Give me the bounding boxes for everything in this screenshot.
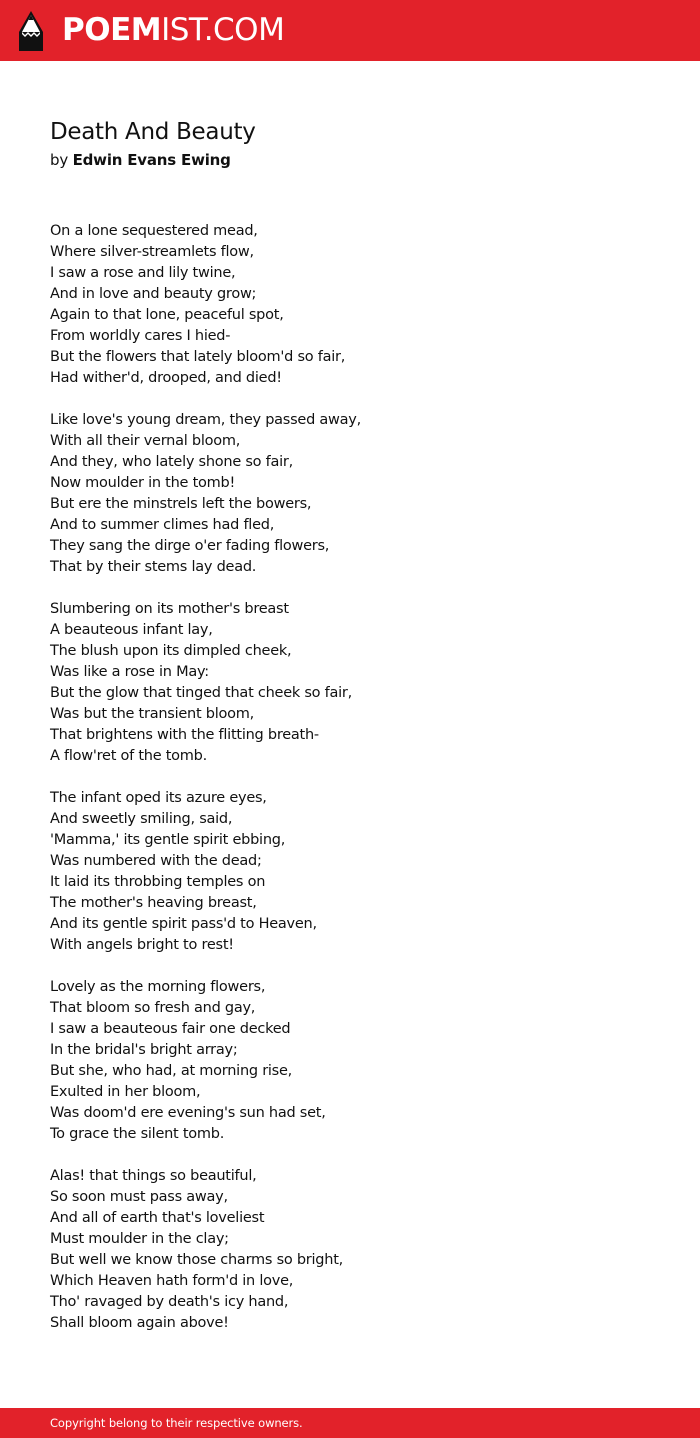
poem-line: That bloom so fresh and gay, [50, 1000, 256, 1016]
copyright-notice: Copyright belong to their respective owners. [50, 1416, 303, 1430]
poem-line: To grace the silent tomb. [50, 1126, 225, 1142]
poem-body [50, 221, 650, 1334]
poem-line: And to summer climes had fled, [50, 517, 275, 533]
poem-line: But the glow that tinged that cheek so fair, [50, 685, 352, 701]
poem-line: They sang the dirge o'er fading flowers, [50, 538, 330, 554]
poem-line: 'Mamma,' its gentle spirit ebbing, [50, 832, 286, 848]
poem-line: Lovely as the morning flowers, [50, 979, 266, 995]
poem-line: Where silver-streamlets flow, [50, 244, 254, 260]
poem-line: A flow'ret of the tomb. [50, 748, 207, 764]
poem-line: Which Heaven hath form'd in love, [50, 1273, 294, 1289]
poem-line: And in love and beauty grow; [50, 286, 257, 302]
poem-line: I saw a rose and lily twine, [50, 265, 236, 281]
poem-title: Death And Beauty [50, 119, 256, 145]
poem-line: And its gentle spirit pass'd to Heaven, [50, 916, 317, 932]
poem-line: Alas! that things so beautiful, [50, 1168, 257, 1184]
poem-line: A beauteous infant lay, [50, 622, 213, 638]
poem-line: But well we know those charms so bright, [50, 1252, 343, 1268]
poem-stanza [50, 977, 650, 1145]
poem-line: Was but the transient bloom, [50, 706, 254, 722]
poem-line: And they, who lately shone so fair, [50, 454, 293, 470]
site-footer [0, 1408, 700, 1438]
site-header [0, 0, 700, 61]
poem-line: Like love's young dream, they passed away, [50, 412, 361, 428]
poem-line: And all of earth that's loveliest [50, 1210, 265, 1226]
poem-line: But she, who had, at morning rise, [50, 1063, 293, 1079]
poem-line: The mother's heaving breast, [50, 895, 257, 911]
poem-line: Had wither'd, drooped, and died! [50, 370, 282, 386]
poem-stanza [50, 410, 650, 578]
poem-line: It laid its throbbing temples on [50, 874, 266, 890]
poem-line: Shall bloom again above! [50, 1315, 229, 1331]
poem-content [50, 115, 650, 1355]
poem-line: Was like a rose in May: [50, 664, 209, 680]
poem-line: With angels bright to rest! [50, 937, 234, 953]
poem-line: But ere the minstrels left the bowers, [50, 496, 312, 512]
poem-line: That brightens with the flitting breath- [50, 727, 319, 743]
poem-line: The blush upon its dimpled cheek, [50, 643, 292, 659]
poem-line: Was numbered with the dead; [50, 853, 262, 869]
poem-line: Exulted in her bloom, [50, 1084, 201, 1100]
poem-line: I saw a beauteous fair one decked [50, 1021, 291, 1037]
poem-line: In the bridal's bright array; [50, 1042, 238, 1058]
poem-stanza [50, 1166, 650, 1334]
poem-line: With all their vernal bloom, [50, 433, 241, 449]
poem-line: From worldly cares I hied- [50, 328, 231, 344]
poem-line: And sweetly smiling, said, [50, 811, 233, 827]
byline [50, 150, 650, 170]
poem-stanza [50, 599, 650, 767]
poem-stanza [50, 221, 650, 389]
poem-line: Was doom'd ere evening's sun had set, [50, 1105, 326, 1121]
by-label: by [50, 151, 68, 169]
logo-text-light: IST.COM [161, 12, 285, 48]
poem-line: The infant oped its azure eyes, [50, 790, 267, 806]
poem-line: Now moulder in the tomb! [50, 475, 236, 491]
poem-line: Again to that lone, peaceful spot, [50, 307, 284, 323]
poem-line: But the flowers that lately bloom'd so fair, [50, 349, 346, 365]
logo-text-bold: POEM [62, 12, 162, 48]
site-logo[interactable] [62, 12, 284, 48]
poem-stanza [50, 788, 650, 956]
poem-line: Slumbering on its mother's breast [50, 601, 289, 617]
poem-line: Tho' ravaged by death's icy hand, [50, 1294, 289, 1310]
poem-line: Must moulder in the clay; [50, 1231, 229, 1247]
poem-line: On a lone sequestered mead, [50, 223, 258, 239]
poem-line: So soon must pass away, [50, 1189, 228, 1205]
poem-line: That by their stems lay dead. [50, 559, 257, 575]
pencil-tip-icon [18, 10, 44, 52]
author-name: Edwin Evans Ewing [72, 151, 231, 169]
